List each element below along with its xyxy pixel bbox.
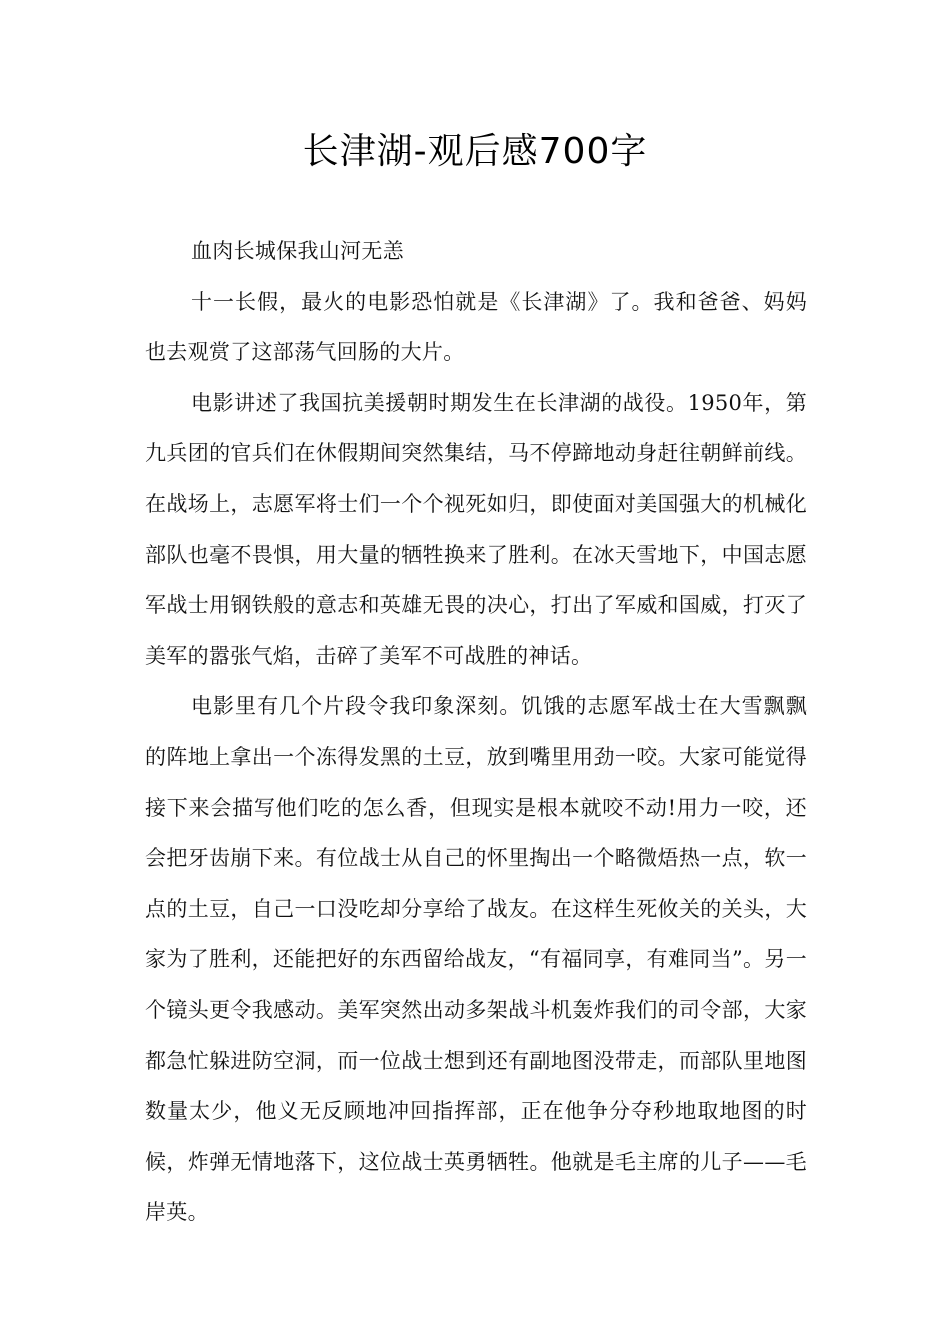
paragraph-subtitle: 血肉长城保我山河无恙 bbox=[191, 239, 404, 263]
paragraph-intro: 十一长假，最火的电影恐怕就是《长津湖》了。我和爸爸、妈妈也去观赏了这部荡气回肠的大片。 bbox=[145, 289, 807, 365]
document-body bbox=[145, 226, 807, 1238]
document-title: 长津湖-观后感700字 bbox=[302, 131, 648, 172]
paragraph-scenes: 电影里有几个片段令我印象深刻。饥饿的志愿军战士在大雪飘飘的阵地上拿出一个冻得发黑的土豆，放到嘴里用劲一咬。大家可能觉得接下来会描写他们吃的怎么香，但现实是根本就咬不动!用力一咬，还会把牙齿崩下来。有位战士从自己的怀里掏出一个略微焐热一点，软一点的土豆，自己一口没吃却分享给了战友。在这样生死攸关的关头，大家为了胜利，还能把好的东西留给战友，“有福同享，有难同当”。另一个镜头更令我感动。美军突然出动多架战斗机轰炸我们的司令部，大家都急忙躲进防空洞，而一位战士想到还有副地图没带走，而部队里地图数量太少，他义无反顾地冲回指挥部，正在他争分夺秒地取地图的时候，炸弹无情地落下，这位战士英勇牺牲。他就是毛主席的儿子——毛岸英。 bbox=[145, 694, 807, 1225]
paragraph-battle: 电影讲述了我国抗美援朝时期发生在长津湖的战役。1950年，第九兵团的官兵们在休假期间突然集结，马不停蹄地动身赶往朝鲜前线。在战场上，志愿军将士们一个个视死如归，即使面对美国强大的机械化部队也毫不畏惧，用大量的牺牲换来了胜利。在冰天雪地下，中国志愿军战士用钢铁般的意志和英雄无畏的决心，打出了军威和国威，打灭了美军的嚣张气焰，击碎了美军不可战胜的神话。 bbox=[145, 390, 807, 668]
